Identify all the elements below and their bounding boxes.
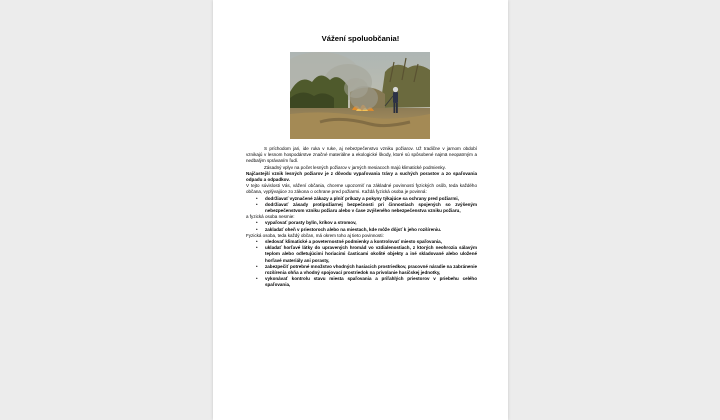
list-item: • dodržiavať zásady protipožiarnej bezpečnosti pri činnostiach spojených so zvýšeným nebezpečenstvom vzniku požiaru alebo v čase zvýšeného nebezpečenstva vzniku požiaru,	[246, 202, 477, 214]
document-title: Vážení spoluobčania!	[321, 34, 400, 43]
list-item: • ukladať horľavé látky do upravených hromád vo vzdialenostiach, z ktorých neohrozia sálavým teplom alebo odletujúcimi horiacimi časticami okolité objekty a iné skladované alebo uložené horľavé materiály ani porasty,	[246, 245, 477, 264]
list-item: • vykonávať kontrolu stavu miesta spaľovania a priľahlých priestorov v priebehu celého spaľovania,	[246, 276, 477, 288]
list-item: • zabezpečiť potrebné množstvo vhodných hasiacich prostriedkov, pracovné náradie na zabránenie rozšírenia ohňa a vhodný spojovací prostriedok na privolanie hasičskej jednotky,	[246, 264, 477, 276]
list-item: • dodržiavať vyznačené zákazy a plniť príkazy a pokyny týkajúce sa ochrany pred požiarmi,	[246, 196, 477, 202]
prohibited-list	[246, 220, 477, 232]
forest-fire-photo	[290, 52, 430, 139]
list-item: • zakladať oheň v priestoroch alebo na miestach, kde môže dôjsť k jeho rozšíreniu.	[246, 227, 477, 233]
document-body	[246, 146, 477, 289]
duties-list	[246, 196, 477, 215]
highlight-paragraph: Najčastejší vznik lesných požiarov je z dôvodu vypaľovania trávy a suchých porastov a zo spaľovania odpadu a odpadkov.	[246, 170, 477, 183]
burning-duties-list	[246, 239, 477, 289]
intro-paragraph: Zásadný vplyv na počet lesných požiarov v jarných mesiacoch majú klimatické podmienky.	[264, 164, 446, 170]
appeal-paragraph: V tejto súvislosti Vás, vážení občania, chceme upozorniť na základné povinnosti fyzických osôb, teda každého občana, vyplývajúce zo zákona o ochrane pred požiarmi. Každá fyzická osoba je povinná:	[246, 183, 477, 195]
intro-paragraph: S príchodom jari, ide ruka v ruke, aj nebezpečenstvo vzniku požiarov. Už tradične v jarnom období vznikajú v lesnom hospodárstve značné materiálne a ekologické škody, ktoré sú spôsobené najmä neopatrným a nedbalým správaním ľudí.	[246, 146, 477, 164]
prohibited-intro: a fyzická osoba nesmie:	[246, 214, 295, 220]
list-item: • vypaľovať porasty bylín, kríkov a stromov,	[246, 220, 477, 226]
document-page	[213, 0, 508, 420]
list-item: • sledovať klimatické a poveternostné podmienky a kontrolovať miesto spaľovania,	[246, 239, 477, 245]
burning-intro: Fyzická osoba, teda každý občan, má okrem toho aj tieto povinnosti:	[246, 232, 384, 238]
